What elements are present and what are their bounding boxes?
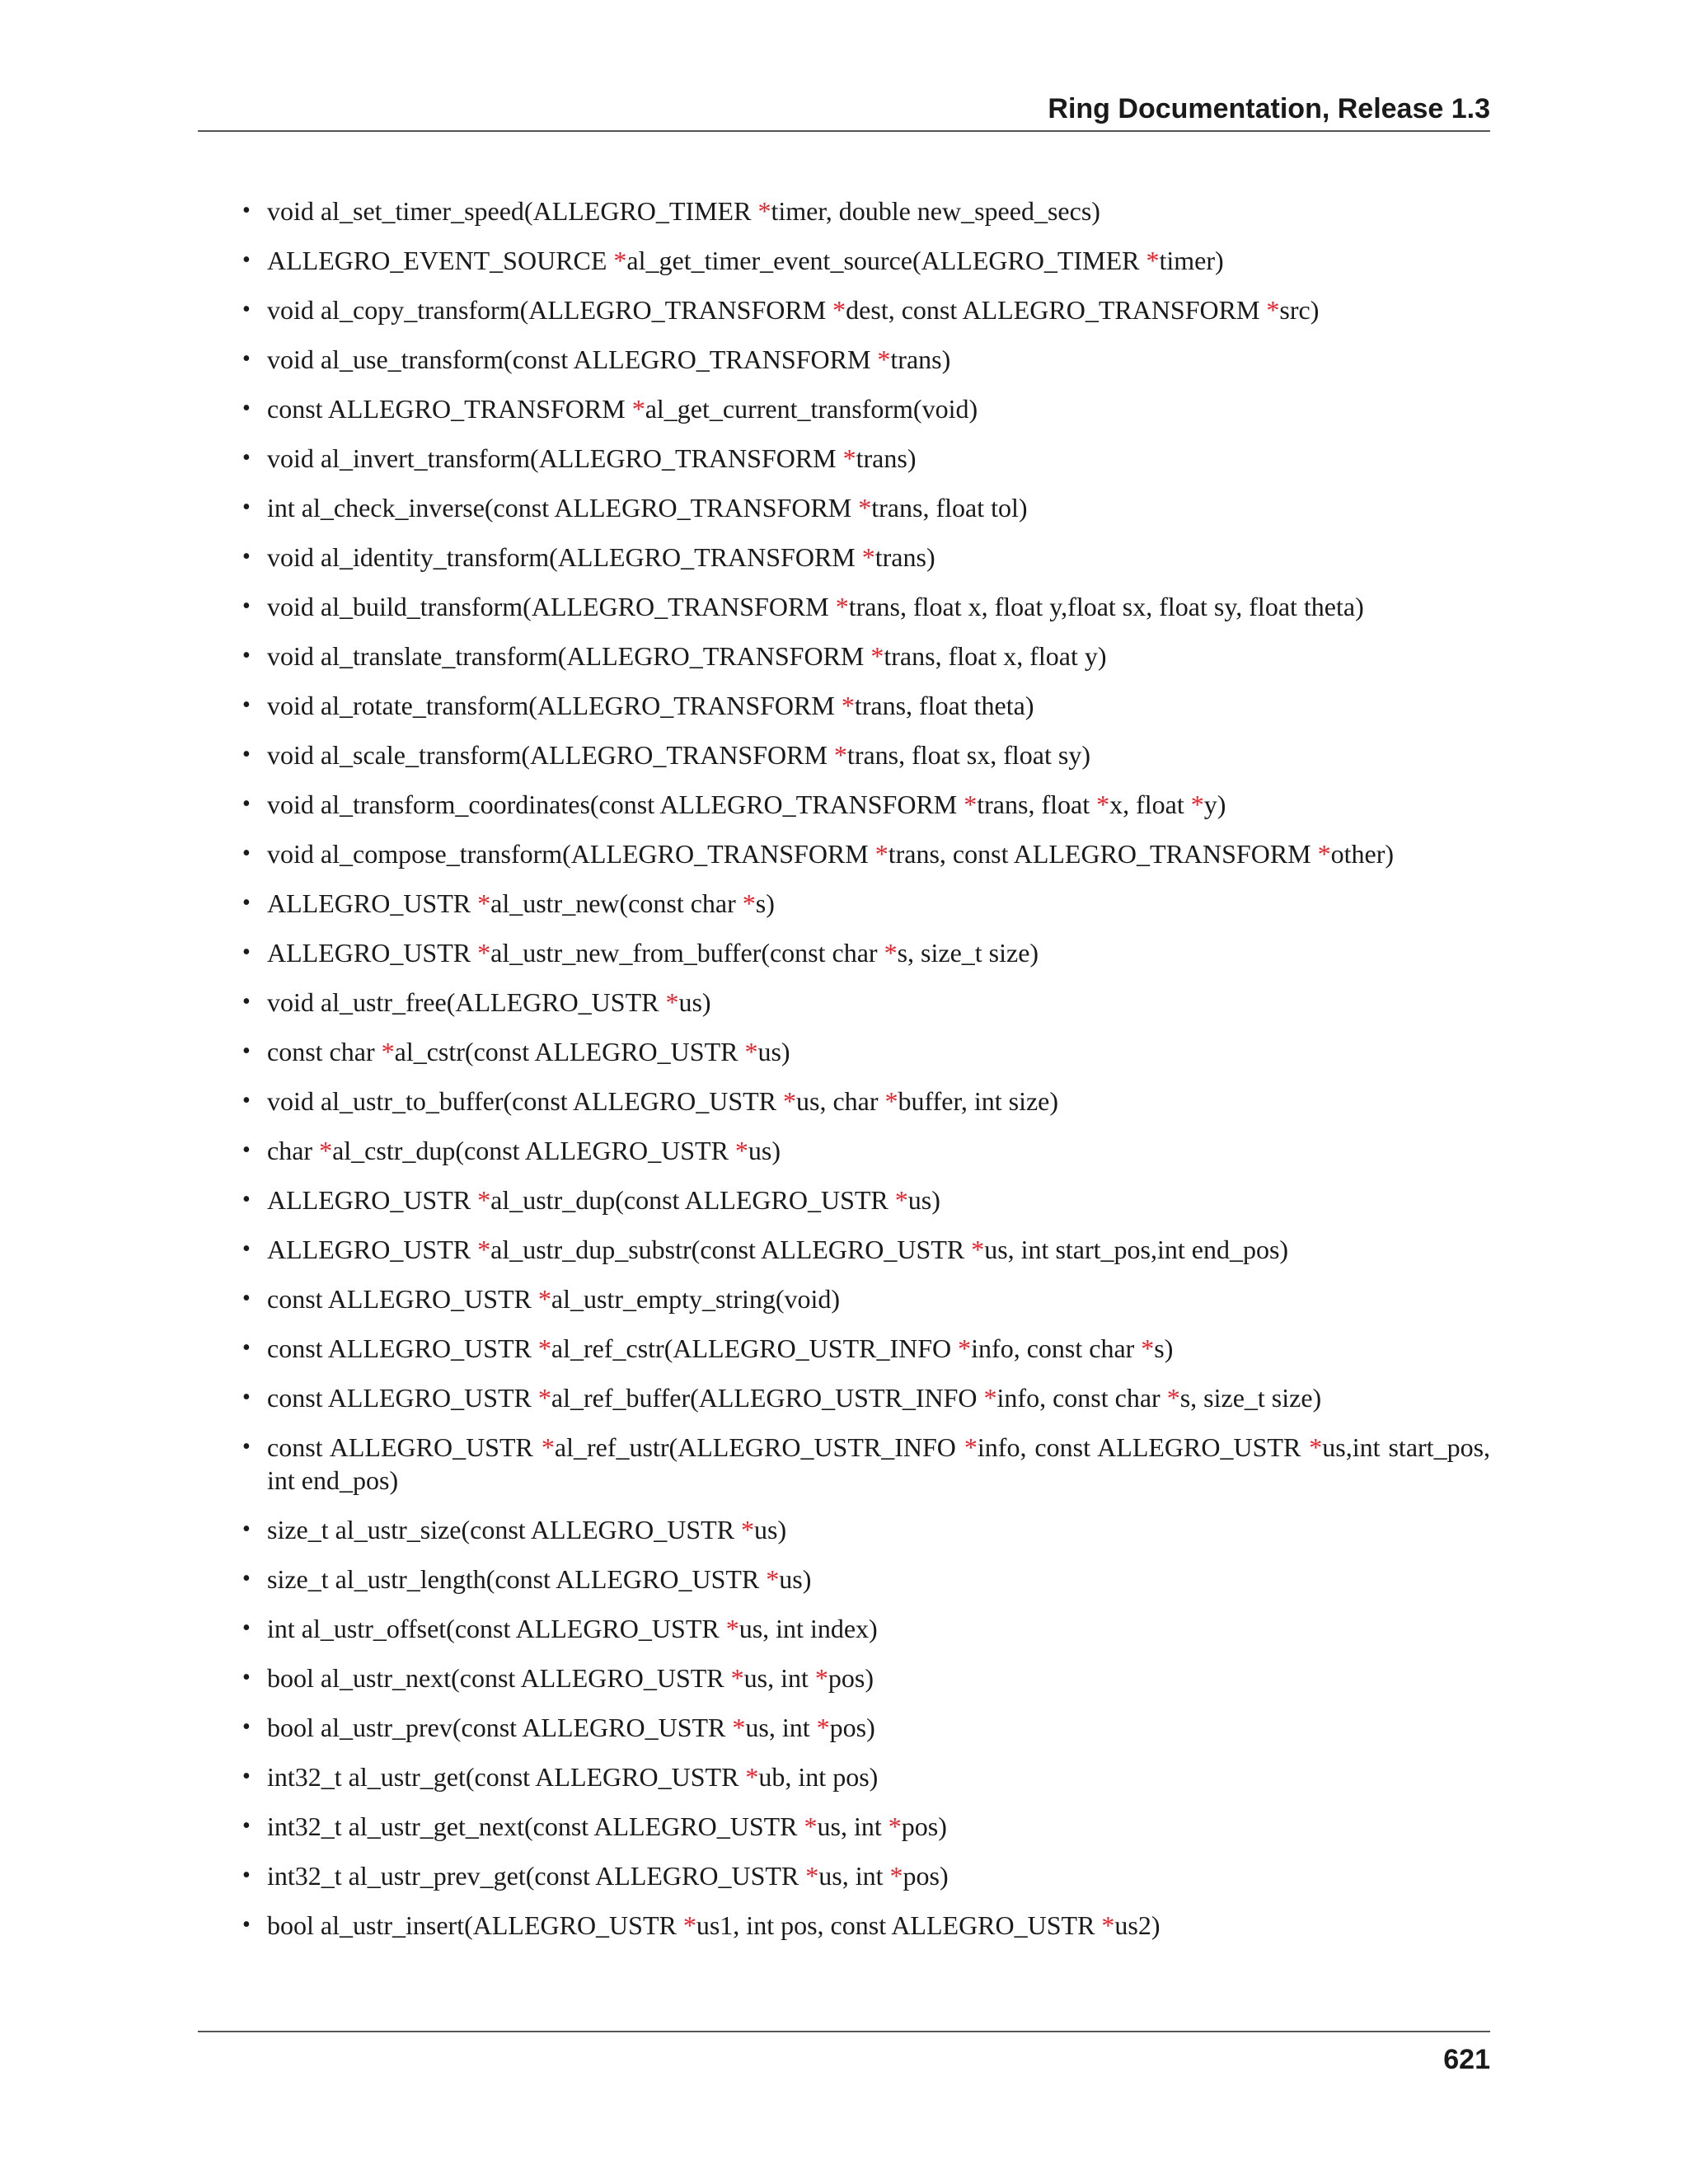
page-footer [198,2031,1490,2075]
bullet-icon: • [242,1813,251,1839]
bullet-icon: • [242,1764,251,1789]
bullet-icon: • [242,1863,251,1888]
list-item: • void al_compose_transform(ALLEGRO_TRANSFORM *trans, const ALLEGRO_TRANSFORM *other) [242,839,1395,869]
list-item: • void al_use_transform(const ALLEGRO_TRANSFORM *trans) [242,344,951,374]
list-item: • void al_invert_transform(ALLEGRO_TRANSFORM *trans) [242,443,917,473]
list-item: • ALLEGRO_USTR *al_ustr_new(const char *s) [242,888,775,918]
list-item: • const ALLEGRO_USTR *al_ref_buffer(ALLEGRO_USTR_INFO *info, const char *s, size_t size) [242,1383,1322,1413]
list-item: • const ALLEGRO_TRANSFORM *al_get_current_transform(void) [242,394,978,424]
list-item: • char *al_cstr_dup(const ALLEGRO_USTR *us) [242,1136,781,1165]
list-item: • size_t al_ustr_size(const ALLEGRO_USTR *us) [242,1515,787,1544]
bullet-icon: • [242,396,251,421]
bullet-icon: • [242,1236,251,1262]
bullet-icon: • [242,1137,251,1163]
bullet-icon: • [242,1912,251,1938]
list-item: • void al_build_transform(ALLEGRO_TRANSFORM *trans, float x, float y,float sx, float sy, float theta) [242,592,1364,621]
list-item: • ALLEGRO_USTR *al_ustr_dup(const ALLEGRO_USTR *us) [242,1185,940,1215]
bullet-icon: • [242,692,251,718]
list-item: • const ALLEGRO_USTR *al_ref_cstr(ALLEGRO_USTR_INFO *info, const char *s) [242,1333,1174,1363]
bullet-icon: • [242,890,251,916]
bullet-icon: • [242,841,251,866]
bullet-icon: • [242,1516,251,1542]
list-item: • void al_transform_coordinates(const ALLEGRO_TRANSFORM *trans, float *x, float *y) [242,790,1226,819]
bullet-icon: • [242,346,251,372]
function-list [239,194,1490,1958]
list-item: • bool al_ustr_prev(const ALLEGRO_USTR *us, int *pos) [242,1713,875,1742]
bullet-icon: • [242,1665,251,1690]
list-item: • ALLEGRO_EVENT_SOURCE *al_get_timer_event_source(ALLEGRO_TIMER *timer) [242,246,1224,275]
bullet-icon: • [242,1335,251,1361]
bullet-icon: • [242,1615,251,1641]
bullet-icon: • [242,1714,251,1740]
bullet-icon: • [242,1088,251,1113]
page-header [198,92,1490,132]
list-item: • int al_ustr_offset(const ALLEGRO_USTR *us, int index) [242,1614,878,1643]
document-title: Ring Documentation, Release 1.3 [1048,93,1490,124]
bullet-icon: • [242,791,251,817]
bullet-icon: • [242,445,251,471]
list-item: • void al_ustr_free(ALLEGRO_USTR *us) [242,987,711,1017]
bullet-icon: • [242,544,251,569]
list-item: • void al_scale_transform(ALLEGRO_TRANSFORM *trans, float sx, float sy) [242,740,1090,770]
list-item: • const ALLEGRO_USTR *al_ref_ustr(ALLEGRO_USTR_INFO *info, const ALLEGRO_USTR *us,int start_pos, int end_pos) [242,1432,1491,1495]
list-item: • void al_ustr_to_buffer(const ALLEGRO_USTR *us, char *buffer, int size) [242,1086,1059,1116]
bullet-icon: • [242,198,251,223]
list-item: • void al_copy_transform(ALLEGRO_TRANSFORM *dest, const ALLEGRO_TRANSFORM *src) [242,295,1320,325]
list-item: • bool al_ustr_next(const ALLEGRO_USTR *us, int *pos) [242,1663,874,1693]
list-item: • int al_check_inverse(const ALLEGRO_TRANSFORM *trans, float tol) [242,493,1028,523]
bullet-icon: • [242,593,251,619]
list-item: • void al_identity_transform(ALLEGRO_TRANSFORM *trans) [242,542,935,572]
list-item: • int32_t al_ustr_get_next(const ALLEGRO_USTR *us, int *pos) [242,1811,947,1841]
bullet-icon: • [242,297,251,322]
bullet-icon: • [242,1286,251,1311]
bullet-icon: • [242,1385,251,1410]
bullet-icon: • [242,643,251,668]
bullet-icon: • [242,494,251,520]
bullet-icon: • [242,1038,251,1064]
bullet-icon: • [242,1434,251,1460]
list-item: • size_t al_ustr_length(const ALLEGRO_USTR *us) [242,1564,812,1594]
list-item: • void al_translate_transform(ALLEGRO_TRANSFORM *trans, float x, float y) [242,641,1107,671]
bullet-icon: • [242,989,251,1015]
list-item: • const ALLEGRO_USTR *al_ustr_empty_string(void) [242,1284,841,1314]
page-number: 621 [1443,2044,1490,2075]
list-item: • ALLEGRO_USTR *al_ustr_new_from_buffer(const char *s, size_t size) [242,938,1039,968]
bullet-icon: • [242,742,251,767]
list-item: • void al_set_timer_speed(ALLEGRO_TIMER *timer, double new_speed_secs) [242,196,1100,226]
bullet-icon: • [242,247,251,273]
list-item: • int32_t al_ustr_prev_get(const ALLEGRO_USTR *us, int *pos) [242,1861,949,1891]
list-item: • bool al_ustr_insert(ALLEGRO_USTR *us1, int pos, const ALLEGRO_USTR *us2) [242,1910,1160,1940]
list-item: • void al_rotate_transform(ALLEGRO_TRANSFORM *trans, float theta) [242,691,1034,720]
bullet-icon: • [242,1566,251,1591]
bullet-icon: • [242,940,251,965]
list-item: • ALLEGRO_USTR *al_ustr_dup_substr(const ALLEGRO_USTR *us, int start_pos,int end_pos) [242,1235,1289,1264]
bullet-icon: • [242,1187,251,1212]
list-item: • int32_t al_ustr_get(const ALLEGRO_USTR *ub, int pos) [242,1762,879,1792]
list-item: • const char *al_cstr(const ALLEGRO_USTR *us) [242,1037,790,1066]
